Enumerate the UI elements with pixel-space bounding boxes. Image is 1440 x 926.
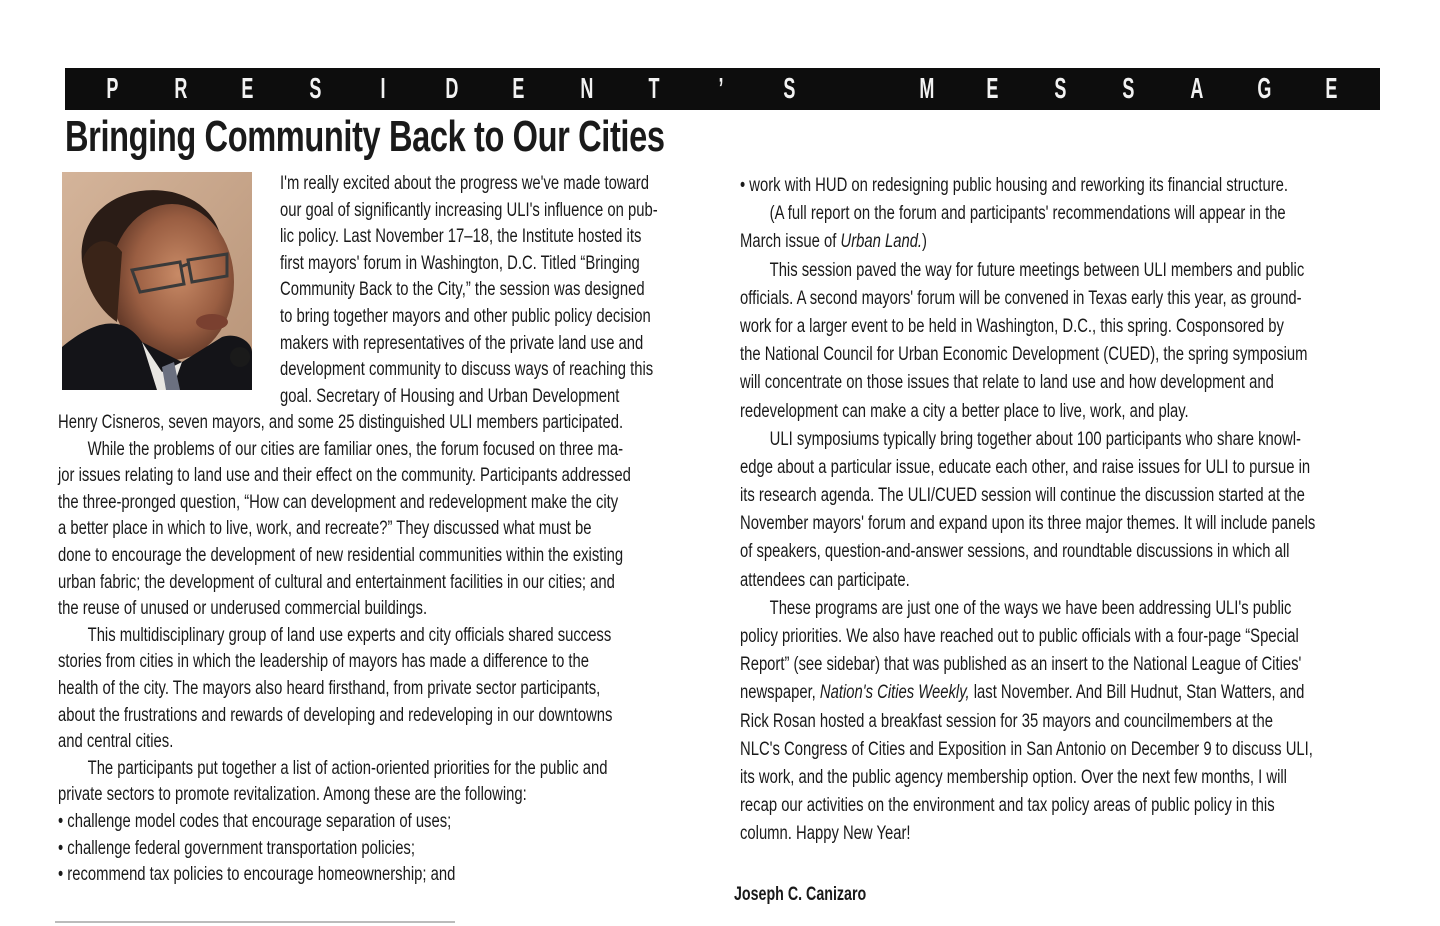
left-column-top	[280, 171, 658, 410]
article-title: Bringing Community Back to Our Cities	[65, 112, 665, 161]
bullet-item: • challenge model codes that encourage separation of uses;	[58, 810, 452, 832]
banner-letter: A	[1189, 72, 1203, 105]
text-line: first mayors' forum in Washington, D.C. Titled “Bringing	[280, 252, 640, 274]
text-line: Community Back to the City,” the session was designed	[280, 279, 645, 301]
text-line: work for a larger event to be held in Washington, D.C., this spring. Cosponsored by	[740, 315, 1284, 337]
banner-letter: ’	[718, 72, 724, 105]
text-line: policy priorities. We also have reached out to public officials with a four-page “Special	[740, 626, 1299, 647]
banner-letter: E	[512, 72, 525, 105]
text-line: our goal of significantly increasing ULI's influence on pub-	[280, 199, 658, 221]
text-line: its work, and the public agency membership option. Over the next few months, I will	[740, 766, 1287, 788]
text-line: makers with representatives of the private land use and	[280, 332, 644, 354]
text-line: the National Council for Urban Economic Development (CUED), the spring symposium	[740, 344, 1308, 366]
banner-letter: E	[1325, 72, 1338, 105]
right-column	[740, 173, 1315, 850]
text-line: ULI symposiums typically bring together about 100 participants who share knowl-	[769, 428, 1301, 450]
text-line: This session paved the way for future meetings between ULI members and public	[769, 259, 1305, 281]
left-column-body	[58, 410, 631, 889]
bullet-item: • challenge federal government transportation policies;	[58, 837, 415, 859]
text-line: Henry Cisneros, seven mayors, and some 25 distinguished ULI members participated.	[58, 412, 624, 433]
bullet-item: • recommend tax policies to encourage homeownership; and	[58, 864, 456, 886]
text-line	[740, 680, 1315, 708]
banner-letter: T	[648, 72, 660, 105]
text-line: I'm really excited about the progress we've made toward	[280, 173, 649, 194]
text-line: These programs are just one of the ways we have been addressing ULI's public	[769, 597, 1292, 619]
text-line: While the problems of our cities are familiar ones, the forum focused on three ma-	[87, 438, 624, 460]
text-line: and central cities.	[58, 731, 174, 753]
text-line: attendees can participate.	[740, 569, 910, 591]
text-line: of speakers, question-and-answer sessions, and roundtable discussions in which all	[740, 541, 1290, 563]
text-line	[740, 229, 1315, 257]
bullet-item: • work with HUD on redesigning public housing and reworking its financial structure.	[740, 175, 1289, 196]
banner-letter: G	[1257, 72, 1272, 105]
text-line: (A full report on the forum and participants' recommendations will appear in the	[769, 203, 1286, 225]
text-line: urban fabric; the development of cultural and entertainment facilities in our cities; and	[58, 571, 615, 593]
text-line: NLC's Congress of Cities and Exposition in San Antonio on December 9 to discuss ULI,	[740, 738, 1313, 760]
text-line: the three-pronged question, “How can development and redevelopment make the city	[58, 491, 619, 513]
banner-letter: S	[309, 72, 322, 105]
banner-letter: E	[241, 72, 254, 105]
text-line: a better place in which to live, work, and recreate?” They discussed what must be	[58, 518, 592, 540]
text-line: development community to discuss ways of reaching this	[280, 359, 654, 381]
text-line: Report” (see sidebar) that was published as an insert to the National League of Cities'	[740, 654, 1302, 676]
text-run: )	[922, 231, 927, 253]
publication-title: Urban Land.	[840, 231, 923, 253]
banner-letter: N	[580, 72, 594, 105]
banner-letter: M	[919, 72, 935, 105]
text-line: lic policy. Last November 17–18, the Institute hosted its	[280, 226, 642, 248]
banner-letter: S	[783, 72, 796, 105]
text-line: the reuse of unused or underused commercial buildings.	[58, 598, 428, 620]
banner-letter: S	[1054, 72, 1067, 105]
banner-letter: S	[1122, 72, 1135, 105]
text-line: about the frustrations and rewards of developing and redeveloping in our downtowns	[58, 704, 613, 726]
banner-letter: R	[174, 72, 188, 105]
text-line: health of the city. The mayors also heard firsthand, from private sector participants,	[58, 677, 601, 699]
text-line: private sectors to promote revitalization. Among these are the following:	[58, 784, 527, 806]
text-line: will concentrate on those issues that relate to land use and how development and	[740, 372, 1274, 394]
text-run: last November. And Bill Hudnut, Stan Watters, and	[969, 682, 1305, 704]
text-line: edge about a particular issue, educate each other, and raise issues for ULI to pursue in	[740, 456, 1311, 478]
text-run: March issue of	[740, 231, 841, 253]
text-line: jor issues relating to land use and their effect on the community. Participants addressed	[58, 465, 631, 487]
text-line: recap our activities on the environment and tax policy areas of public policy in this	[740, 795, 1275, 817]
author-photo	[62, 172, 252, 390]
text-line: November mayors' forum and expand upon its three major themes. It will include panels	[740, 513, 1316, 535]
section-banner	[65, 68, 1380, 110]
text-line: column. Happy New Year!	[740, 823, 911, 845]
text-line: Rick Rosan hosted a breakfast session for 35 mayors and councilmembers at the	[740, 710, 1273, 732]
banner-letter: P	[106, 72, 119, 105]
banner-letter: E	[986, 72, 999, 105]
banner-letter: I	[380, 72, 386, 105]
publication-title: Nation's Cities Weekly,	[819, 682, 970, 704]
banner-letter: D	[445, 72, 459, 105]
page-edge-divider	[55, 921, 455, 923]
text-line: This multidisciplinary group of land use experts and city officials shared success	[87, 624, 612, 646]
text-line: done to encourage the development of new residential communities within the existing	[58, 544, 624, 566]
author-signature: Joseph C. Canizaro	[734, 884, 867, 905]
text-line: goal. Secretary of Housing and Urban Development	[280, 385, 620, 407]
text-line: redevelopment can make a city a better place to live, work, and play.	[740, 400, 1189, 422]
text-line: The participants put together a list of action-oriented priorities for the public and	[87, 757, 608, 779]
text-run: newspaper,	[740, 682, 820, 704]
portrait-image	[62, 172, 252, 390]
text-line: officials. A second mayors' forum will be convened in Texas early this year, as ground-	[740, 287, 1302, 309]
text-line: to bring together mayors and other public policy decision	[280, 305, 651, 327]
text-line: its research agenda. The ULI/CUED session will continue the discussion started at the	[740, 485, 1305, 507]
text-line: stories from cities in which the leadership of mayors has made a difference to the	[58, 651, 590, 673]
